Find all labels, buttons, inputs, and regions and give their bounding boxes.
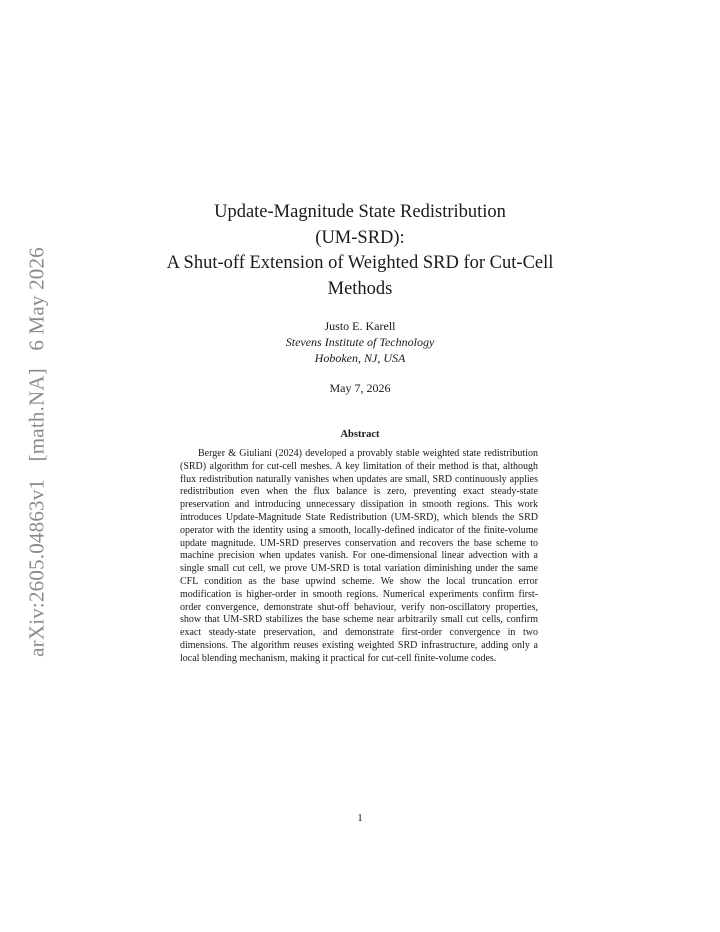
title-line-3: A Shut-off Extension of Weighted SRD for Cut-Cell — [166, 253, 554, 273]
paper-date: May 7, 2026 — [329, 381, 391, 395]
page-number: 1 — [357, 812, 363, 824]
author-affiliation: Stevens Institute of Technology — [285, 335, 435, 349]
abstract-text: Berger & Giuliani (2024) developed a provably stable weighted state redistribution (SRD) algorithm for cut-cell meshes. A key limitation of their method is that, although flux redistribution naturally vanishes when updates are small, SRD continuously applies redistribution even when the flux balance is zero, preventing exact steady-state preservation and introducing unnecessary dissipation in smooth regions. This work introduces Update-Magnitude State Redistribution (UM-SRD), which blends the SRD operator with the identity using a smooth, locally-defined indicator of the finite-volume update magnitude. UM-SRD preserves conservation and recovers the base scheme to machine precision when updates vanish. For one-dimensional linear advection with a single small cut cell, we prove UM-SRD is total variation diminishing under the same CFL condition as the base upwind scheme. We show the local truncation error modification is higher-order in smooth regions. Numerical experiments confirm first-order convergence, demonstrate shut-off behaviour, verify non-oscillatory properties, show that UM-SRD stabilizes the base scheme near arbitrarily small cut cells, confirm exact steady-state preservation, and demonstrate first-order convergence in two dimensions. The algorithm reuses existing weighted SRD infrastructure, adding only a local blending mechanism, making it practical for cut-cell finite-volume codes. — [180, 448, 538, 664]
arxiv-date: 6 May 2026 — [24, 247, 49, 351]
title-line-2: (UM-SRD): — [315, 227, 405, 248]
title-line-4: Methods — [327, 278, 393, 299]
title-line-1: Update-Magnitude State Redistribution — [214, 202, 506, 222]
abstract-heading: Abstract — [340, 429, 380, 440]
arxiv-category: [math.NA] — [24, 368, 49, 462]
author-name: Justo E. Karell — [324, 319, 396, 333]
paper-title — [0, 200, 720, 302]
author-block — [0, 318, 720, 366]
author-location: Hoboken, NJ, USA — [314, 351, 406, 365]
arxiv-id: arXiv:2605.04863v1 — [24, 478, 49, 657]
arxiv-side-stamp — [25, 241, 50, 663]
